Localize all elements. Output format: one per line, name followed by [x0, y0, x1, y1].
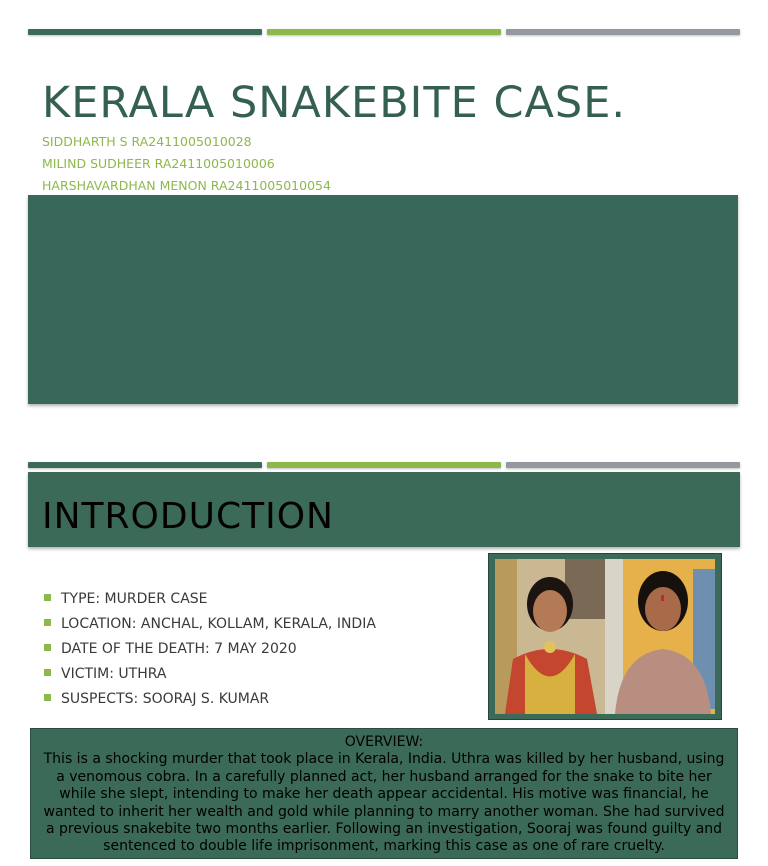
fact-item [42, 639, 376, 664]
accent-bar-dark [28, 29, 262, 35]
author-line: SIDDHARTH S RA2411005010028 [42, 134, 252, 149]
square-bullet-icon [44, 644, 51, 651]
fact-text: VICTIM: UTHRA [61, 666, 167, 682]
fact-item [42, 614, 376, 639]
fact-text: SUSPECTS: SOORAJ S. KUMAR [61, 691, 270, 707]
overview-box [30, 728, 738, 859]
accent-bar-gray [506, 29, 740, 35]
square-bullet-icon [44, 694, 51, 701]
fact-list [42, 589, 376, 714]
accent-bar-green [267, 29, 501, 35]
fact-item [42, 689, 376, 714]
fact-text: TYPE: MURDER CASE [61, 591, 208, 607]
accent-bar-dark [28, 462, 262, 468]
square-bullet-icon [44, 619, 51, 626]
square-bullet-icon [44, 669, 51, 676]
fact-item [42, 589, 376, 614]
square-bullet-icon [44, 594, 51, 601]
author-line: MILIND SUDHEER RA2411005010006 [42, 156, 275, 171]
accent-bar-gray [506, 462, 740, 468]
fact-item [42, 664, 376, 689]
fact-text: DATE OF THE DEATH: 7 MAY 2020 [61, 641, 297, 657]
victim-photo-frame [488, 553, 722, 720]
fact-text: LOCATION: ANCHAL, KOLLAM, KERALA, INDIA [61, 616, 376, 632]
heading-band [28, 472, 740, 547]
victim-photo [495, 559, 715, 714]
title-color-block [28, 195, 738, 404]
overview-text: This is a shocking murder that took place in Kerala, India. Uthra was killed by her husband, using a venomous cobra. In a carefully planned act, her husband arranged for the snake to bite her while she slept, intending to make her death appear accidental. His motive was financial, he wanted to inherit her wealth and gold while planning to marry another woman. She had survived a previous snakebite two months earlier. Following an investigation, Sooraj was found guilty and sentenced to double life imprisonment, marking this case as one of rare cruelty. [43, 751, 725, 855]
introduction-heading: INTRODUCTION [42, 496, 334, 537]
slide-title-heading: KERALA SNAKEBITE CASE. [42, 78, 627, 128]
victim-photo-illustration [495, 559, 715, 714]
overview-heading: OVERVIEW: [344, 734, 424, 750]
author-line: HARSHAVARDHAN MENON RA2411005010054 [42, 178, 331, 193]
accent-bar-green [267, 462, 501, 468]
